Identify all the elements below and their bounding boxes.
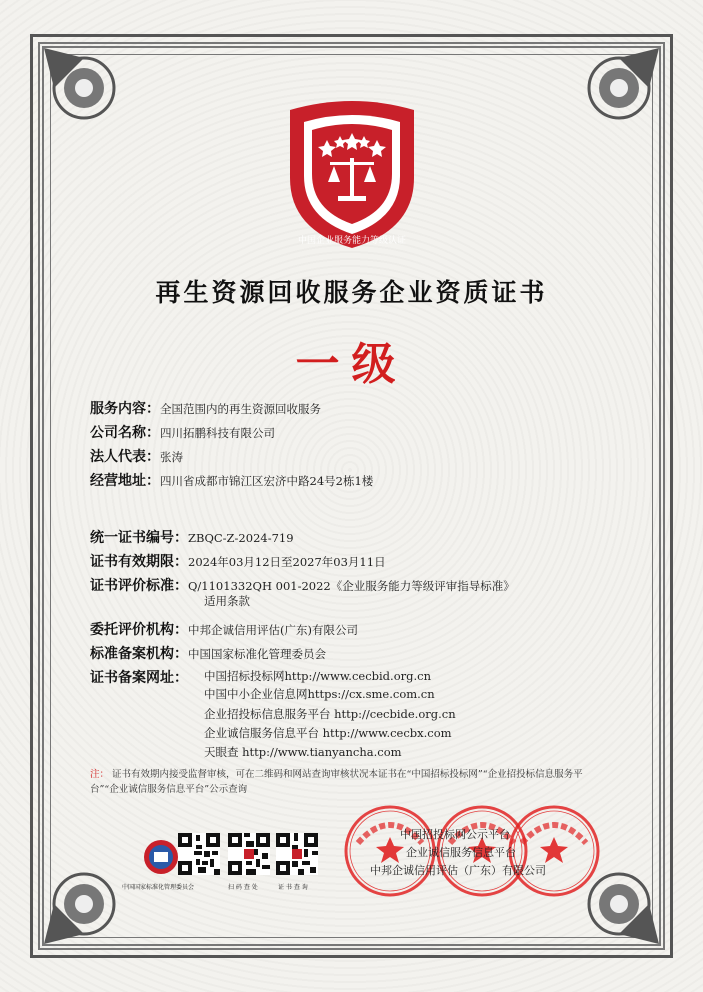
seal-stamp-icon <box>506 803 602 899</box>
qr-code-icon[interactable] <box>276 833 318 875</box>
field-value: 全国范围内的再生资源回收服务 <box>160 402 321 416</box>
qr-code-icon[interactable] <box>228 833 270 875</box>
qr-code-icon[interactable] <box>178 833 220 875</box>
certificate-title: 再生资源回收服务企业资质证书 <box>155 278 548 307</box>
note-text: 证书有效期内接受监督审核，可在二维码和网站查询审核状况本证书在“中国招标投标网”“企业招投标信息服务平台”“企业诚信服务信息平台”公示查询 <box>90 769 583 795</box>
field-row-company <box>90 422 275 442</box>
registry-label: 标准备案机构： <box>90 646 188 662</box>
corner-ornament-icon <box>44 48 144 148</box>
cert-validity: 2024年03月12日至2027年03月11日 <box>188 555 386 569</box>
seal-overlay-line2: 企业诚信服务信息平台 <box>406 846 516 859</box>
website-row <box>90 667 188 687</box>
field-value: 四川省成都市锦江区宏济中路24号2栋1楼 <box>160 474 374 488</box>
cert-number-label: 统一证书编号： <box>90 530 188 546</box>
certificate-note <box>90 767 610 797</box>
registry-name: 中国国家标准化管理委员会 <box>188 647 326 661</box>
seal-overlay-line3: 中邦企诚信用评估（广东）有限公司 <box>370 864 546 877</box>
registry-row <box>90 643 326 663</box>
website-item[interactable]: 企业招投标信息服务平台 http://cecbide.org.cn <box>204 707 456 721</box>
cert-validity-row <box>90 551 386 571</box>
cert-standard-label: 证书评价标准： <box>90 578 188 594</box>
qr-caption-scan: 扫 码 查 处 <box>228 884 258 891</box>
field-value: 四川拓鹏科技有限公司 <box>160 426 275 440</box>
certificate-level: 一级 <box>295 339 408 390</box>
cert-validity-label: 证书有效期限： <box>90 554 188 570</box>
cert-number: ZBQC-Z-2024-719 <box>188 531 294 545</box>
corner-ornament-icon <box>44 844 144 944</box>
seal-overlay-line1: 中国招投标网公示平台 <box>400 828 510 841</box>
field-label: 公司名称： <box>90 425 160 441</box>
field-label: 法人代表： <box>90 449 160 465</box>
website-item[interactable]: 中国中小企业信息网https://cx.sme.com.cn <box>204 687 435 701</box>
qr-caption-query: 证 书 查 询 <box>278 884 308 891</box>
note-prefix: 注： <box>90 769 110 780</box>
cert-standard: Q/1101332QH 001-2022《企业服务能力等级评审指导标准》 <box>188 579 515 593</box>
website-item[interactable]: 中国招标投标网http://www.cecbid.org.cn <box>204 669 431 683</box>
standards-committee-logo-icon <box>142 838 180 876</box>
website-item[interactable]: 企业诚信服务信息平台 http://www.cecbx.com <box>204 726 452 740</box>
cert-standard-line2: 适用条款 <box>204 594 250 608</box>
agency-label: 委托评价机构： <box>90 622 188 638</box>
field-label: 经营地址： <box>90 473 160 489</box>
cert-standard-row <box>90 575 515 595</box>
logo-caption: 中国国家标准化管理委员会 <box>122 884 195 891</box>
field-value: 张涛 <box>160 450 183 464</box>
website-item[interactable]: 天眼查 http://www.tianyancha.com <box>204 745 402 759</box>
emblem-ring-text: 中国企业服务能力等级认证 <box>297 236 407 246</box>
website-label: 证书备案网址： <box>90 670 188 686</box>
field-row-service <box>90 398 321 418</box>
agency-row <box>90 619 358 639</box>
cert-number-row <box>90 527 294 547</box>
field-row-legal-rep <box>90 446 183 466</box>
agency-name: 中邦企诚信用评估(广东)有限公司 <box>188 623 358 637</box>
certification-emblem-icon <box>272 100 432 250</box>
field-row-address <box>90 470 373 490</box>
corner-ornament-icon <box>559 48 659 148</box>
field-label: 服务内容： <box>90 401 160 417</box>
